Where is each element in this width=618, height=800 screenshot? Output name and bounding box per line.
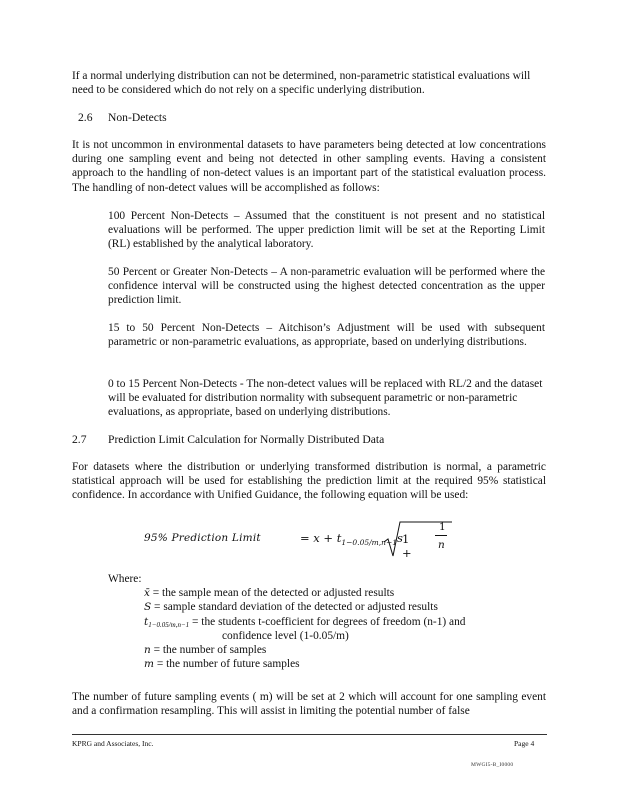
equation-label: 95% Prediction Limit xyxy=(144,532,261,544)
fraction-bar xyxy=(435,535,447,536)
nondetect-item-100: 100 Percent Non-Detects – Assumed that the constituent is not present and no statistical evaluations will be performed. The upper prediction limit will be set at the Reporting Limit (RL) established by the analytical laboratory. xyxy=(108,210,545,251)
radicand: 1 + xyxy=(402,532,412,560)
section-2-7-number: 2.7 xyxy=(72,433,87,446)
definition-text: = sample standard deviation of the detected or adjusted results xyxy=(151,601,438,613)
fraction-denominator: n xyxy=(438,539,445,551)
definition-n xyxy=(144,643,266,657)
normal-paragraph: For datasets where the distribution or underlying transformed distribution is normal, a parametric statistical approach will be used for establishing the prediction limit at the required 95% statistical confidence. In accordance with Unified Guidance, the following equation will be used: xyxy=(72,461,546,502)
definition-text: = the students t-coefficient for degrees of freedom (n-1) and xyxy=(189,616,466,628)
footer-page-number: Page 4 xyxy=(514,739,535,748)
definition-text: = the number of future samples xyxy=(153,658,300,670)
footer-company: KPRG and Associates, Inc. xyxy=(72,739,154,748)
definition-text: = the number of samples xyxy=(150,644,267,656)
definition-text: confidence level (1-0.05/m) xyxy=(222,630,349,642)
equation-terms: = x + t xyxy=(300,531,342,545)
definition-m xyxy=(144,657,300,671)
document-id: MWGI5-B_I0000 xyxy=(471,762,514,768)
where-label: Where: xyxy=(108,573,142,585)
section-2-6-title: Non-Detects xyxy=(108,111,167,124)
symbol-t-subscript: 1−0.05/m,n−1 xyxy=(148,621,190,629)
nondetect-paragraph: It is not uncommon in environmental datasets to have parameters being detected at low concentrations during one sampling event and being not detected in other sampling events. Having a consistent approach to the handling of non-detect values is an important part of the statistical evaluation process. The handling of non-detect values will be accomplished as follows: xyxy=(72,139,546,194)
definition-mean xyxy=(144,586,394,600)
equation-s: s xyxy=(397,531,403,545)
nondetect-item-15-50: 15 to 50 Percent Non-Detects – Aitchison’s Adjustment will be used with subsequent parametric or non-parametric evaluations, as appropriate, based on underlying distributions. xyxy=(108,322,545,349)
definition-text: = the sample mean of the detected or adjusted results xyxy=(149,587,395,599)
footer-divider xyxy=(72,734,547,735)
prediction-limit-equation xyxy=(142,518,446,560)
nondetect-item-0-15: 0 to 15 Percent Non-Detects - The non-detect values will be replaced with RL/2 and the dataset will be evaluated for distribution normality with subsequent parametric or non-parametric evaluations, as appropriate, based on underlying distributions. xyxy=(108,378,543,419)
symbol-s: S xyxy=(144,601,152,613)
symbol-t: t xyxy=(144,616,149,628)
section-2-7-title: Prediction Limit Calculation for Normally Distributed Data xyxy=(108,433,385,446)
symbol-x-bar: x̄ xyxy=(144,587,150,599)
t-subscript: 1−0.05/m,n−1 xyxy=(341,538,398,547)
nondetect-item-50: 50 Percent or Greater Non-Detects – A non-parametric evaluation will be performed where the confidence interval will be constructed using the highest detected concentration as the upper prediction limit. xyxy=(108,266,545,307)
intro-paragraph: If a normal underlying distribution can not be determined, non-parametric statistical evaluations will need to be considered which do not rely on a specific underlying distribution. xyxy=(72,70,531,97)
definition-std-dev xyxy=(144,600,438,614)
closing-paragraph: The number of future sampling events ( m) will be set at 2 which will account for one sampling event and a confirmation resampling. This will assist in limiting the potential number of false xyxy=(72,691,546,718)
symbol-m: m xyxy=(144,658,154,670)
section-2-6-number: 2.6 xyxy=(78,111,93,124)
fraction-numerator: 1 xyxy=(439,521,446,533)
definition-confidence-level xyxy=(222,629,349,643)
symbol-n: n xyxy=(144,644,151,656)
